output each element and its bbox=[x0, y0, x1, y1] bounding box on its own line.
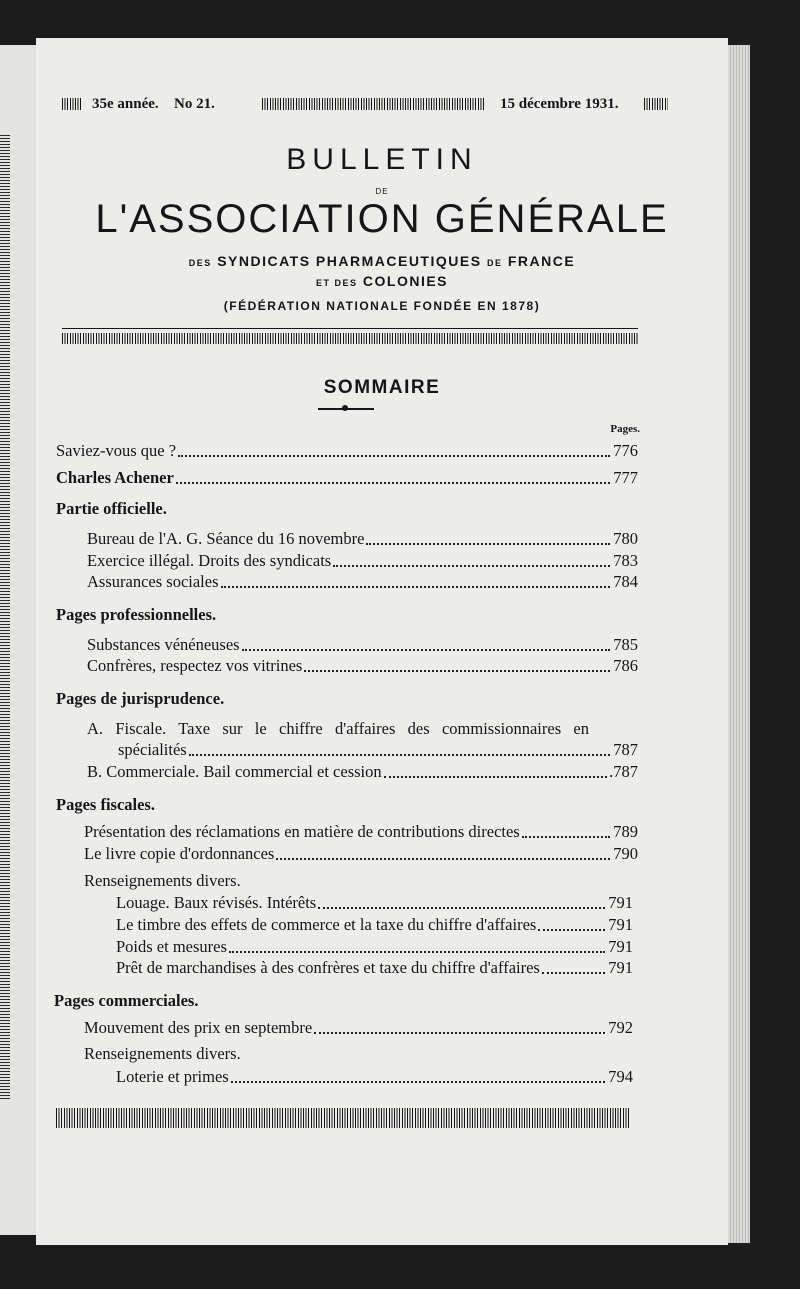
page-number: 787 bbox=[613, 740, 638, 759]
leader-dots bbox=[384, 775, 608, 778]
header-bars-middle bbox=[262, 98, 484, 110]
toc-entry[interactable]: Louage. Baux révisés. Intérêts 791 bbox=[116, 893, 633, 912]
leader-dots bbox=[242, 648, 610, 651]
toc-entry[interactable]: Prêt de marchandises à des confrères et taxe du chiffre d'affaires 791 bbox=[116, 958, 633, 977]
subtitle-federation: (FÉDÉRATION NATIONALE FONDÉE EN 1878) bbox=[223, 299, 541, 313]
leader-dots bbox=[189, 753, 610, 756]
header-bars-left bbox=[62, 98, 82, 110]
toc-entry[interactable]: Saviez-vous que ? 776 bbox=[56, 441, 638, 460]
leader-dots bbox=[314, 1031, 605, 1034]
title-de: DE bbox=[375, 187, 389, 196]
page-number: 785 bbox=[613, 635, 638, 654]
page-number: 791 bbox=[608, 915, 633, 934]
page-number: .787 bbox=[609, 762, 638, 781]
pages-column-label: Pages. bbox=[610, 423, 640, 435]
toc-entry-line[interactable]: A. Fiscale. Taxe sur le chiffre d'affaires des commissionnaires en bbox=[87, 719, 589, 738]
facing-page-bars bbox=[0, 135, 10, 1100]
leader-dots bbox=[276, 857, 610, 860]
leader-dots bbox=[366, 542, 610, 545]
toc-entry[interactable]: Assurances sociales 784 bbox=[87, 572, 638, 591]
page-number: 791 bbox=[608, 958, 633, 977]
toc-entry[interactable]: Le timbre des effets de commerce et la taxe du chiffre d'affaires 791 bbox=[116, 915, 633, 934]
leader-dots bbox=[231, 1080, 605, 1083]
toc-entry[interactable]: Exercice illégal. Droits des syndicats 783 bbox=[87, 551, 638, 570]
section-title: Pages commerciales. bbox=[54, 991, 199, 1010]
divider-bars-bottom bbox=[56, 1108, 630, 1128]
page-number: 777 bbox=[613, 468, 638, 487]
section-title: Pages de jurisprudence. bbox=[56, 689, 225, 708]
toc-entry[interactable]: spécialités 787 bbox=[118, 740, 638, 759]
subtitle-colonies: ET DES COLONIES bbox=[315, 273, 449, 289]
page-number: 789 bbox=[613, 822, 638, 841]
toc-entry[interactable]: Confrères, respectez vos vitrines 786 bbox=[87, 656, 638, 675]
section-title: Pages professionnelles. bbox=[56, 605, 217, 624]
leader-dots bbox=[176, 481, 610, 484]
section-title: Pages fiscales. bbox=[56, 795, 155, 814]
page-number: 776 bbox=[613, 441, 638, 460]
page-number: 792 bbox=[608, 1018, 633, 1037]
leader-dots bbox=[538, 928, 605, 931]
toc-entry[interactable]: Charles Achener 777 bbox=[56, 468, 638, 487]
leader-dots bbox=[318, 906, 605, 909]
toc-entry[interactable]: Le livre copie d'ordonnances 790 bbox=[84, 844, 638, 863]
page-number: 786 bbox=[613, 656, 638, 675]
ornament-dot bbox=[342, 405, 348, 411]
divider-rule bbox=[62, 328, 638, 329]
header-bars-right bbox=[644, 98, 668, 110]
page-number: 791 bbox=[608, 937, 633, 956]
page-number: 791 bbox=[608, 893, 633, 912]
issue-year: 35e année. bbox=[92, 96, 159, 112]
leader-dots bbox=[229, 950, 605, 953]
divider-bars-top bbox=[62, 333, 638, 344]
section-title: Partie officielle. bbox=[56, 499, 167, 518]
toc-entry[interactable]: Bureau de l'A. G. Séance du 16 novembre 780 bbox=[87, 529, 638, 548]
subsection-label: Renseignements divers. bbox=[84, 1044, 241, 1063]
title-bulletin: BULLETIN bbox=[286, 143, 478, 176]
issue-number: No 21. bbox=[174, 96, 215, 112]
toc-entry[interactable]: Poids et mesures 791 bbox=[116, 937, 633, 956]
toc-entry[interactable]: Présentation des réclamations en matière de contributions directes 789 bbox=[84, 822, 638, 841]
page-number: 780 bbox=[613, 529, 638, 548]
issue-header bbox=[62, 95, 642, 113]
page-stack-edge bbox=[728, 45, 750, 1243]
sommaire-title: SOMMAIRE bbox=[323, 377, 441, 398]
subtitle-syndicats: DES SYNDICATS PHARMACEUTIQUES DE FRANCE bbox=[188, 253, 576, 269]
leader-dots bbox=[542, 971, 605, 974]
subsection-label: Renseignements divers. bbox=[84, 871, 241, 890]
leader-dots bbox=[304, 669, 610, 672]
bulletin-page bbox=[36, 38, 728, 1245]
leader-dots bbox=[221, 585, 610, 588]
page-number: 784 bbox=[613, 572, 638, 591]
toc-entry[interactable]: Loterie et primes 794 bbox=[116, 1067, 633, 1086]
issue-date: 15 décembre 1931. bbox=[500, 96, 619, 112]
toc-entry[interactable]: Substances vénéneuses 785 bbox=[87, 635, 638, 654]
page-number: 790 bbox=[613, 844, 638, 863]
leader-dots bbox=[178, 454, 610, 457]
toc-entry[interactable]: Mouvement des prix en septembre 792 bbox=[84, 1018, 633, 1037]
page-number: 783 bbox=[613, 551, 638, 570]
page-number: 794 bbox=[608, 1067, 633, 1086]
toc-entry[interactable]: B. Commerciale. Bail commercial et cession .787 bbox=[87, 762, 638, 781]
title-association: L'ASSOCIATION GÉNÉRALE bbox=[95, 197, 669, 241]
leader-dots bbox=[333, 564, 610, 567]
leader-dots bbox=[522, 835, 610, 838]
